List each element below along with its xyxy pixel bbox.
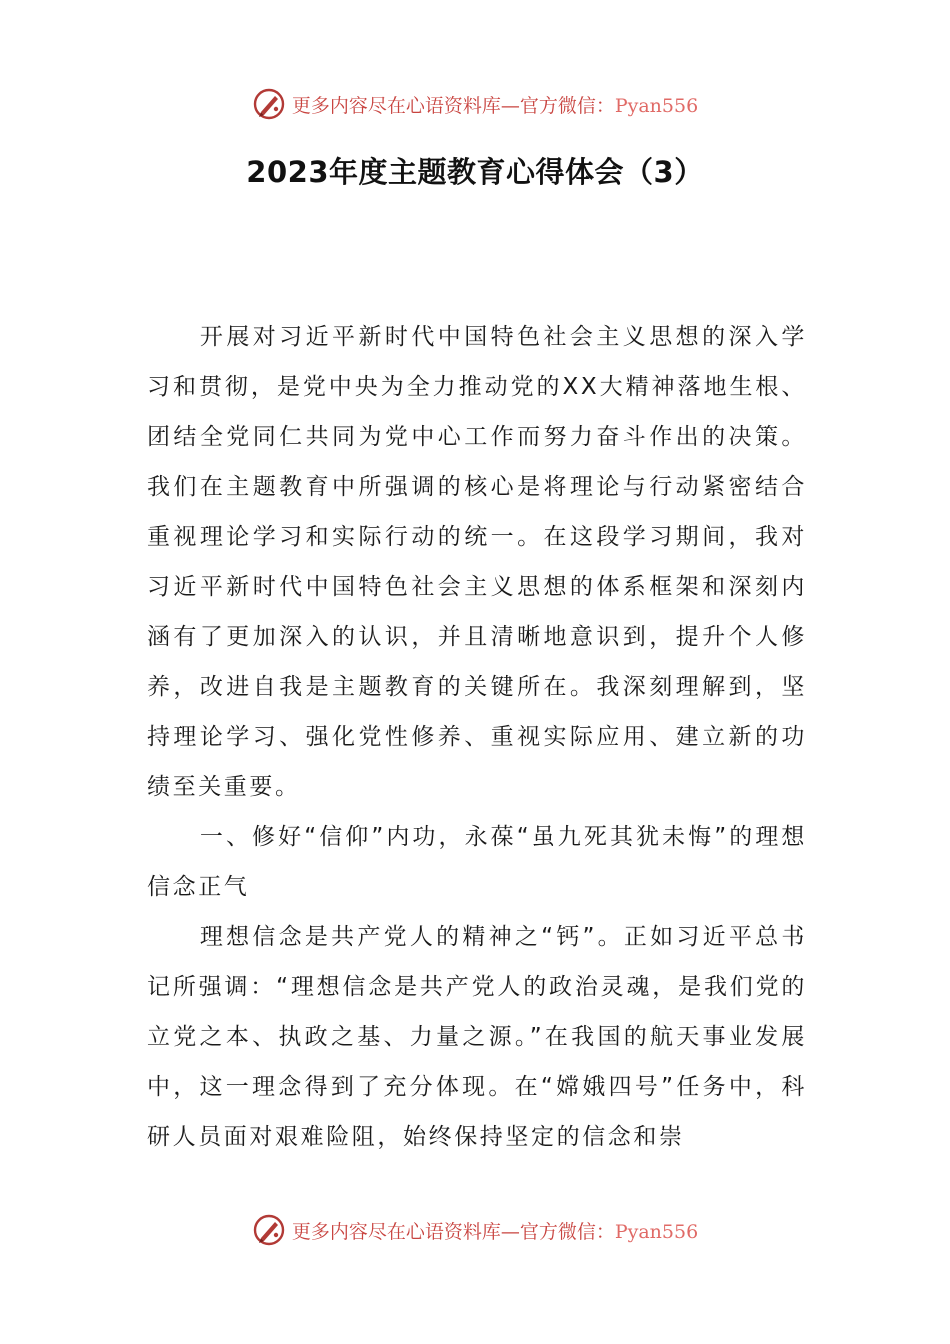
section-heading: 一、修好“信仰”内功，永葆“虽九死其犹未悔”的理想信念正气 — [147, 824, 807, 900]
header-banner — [0, 84, 950, 124]
wechat-id: Pyan556 — [614, 94, 699, 117]
footer-banner — [0, 1210, 950, 1250]
paragraph: 理想信念是共产党人的精神之“钙”。正如习近平总书记所强调：“理想信念是共产党人的政治灵魂，是我们党的立党之本、执政之基、力量之源。”在我国的航天事业发展中，这一理念得到了充分体现。在“嫦娥四号”任务中，科研人员面对艰难险阻，始终保持坚定的信念和崇 — [147, 924, 807, 1150]
banner-text: 更多内容尽在心语资料库—官方微信：Pyan556 — [291, 94, 699, 117]
pen-seal-icon — [252, 87, 286, 121]
document-body — [147, 312, 807, 1162]
banner-text: 更多内容尽在心语资料库—官方微信：Pyan556 — [291, 1220, 699, 1243]
page-title: 2023年度主题教育心得体会（3） — [246, 155, 704, 189]
wechat-id: Pyan556 — [614, 1220, 699, 1243]
paragraph: 开展对习近平新时代中国特色社会主义思想的深入学习和贯彻，是党中央为全力推动党的XX大精神落地生根、团结全党同仁共同为党中心工作而努力奋斗作出的决策。我们在主题教育中所强调的核心是将理论与行动紧密结合重视理论学习和实际行动的统一。在这段学习期间，我对习近平新时代中国特色社会主义思想的体系框架和深刻内涵有了更加深入的认识，并且清晰地意识到，提升个人修养，改进自我是主题教育的关键所在。我深刻理解到，坚持理论学习、强化党性修养、重视实际应用、建立新的功绩至关重要。 — [147, 324, 807, 800]
pen-seal-icon — [252, 1213, 286, 1247]
